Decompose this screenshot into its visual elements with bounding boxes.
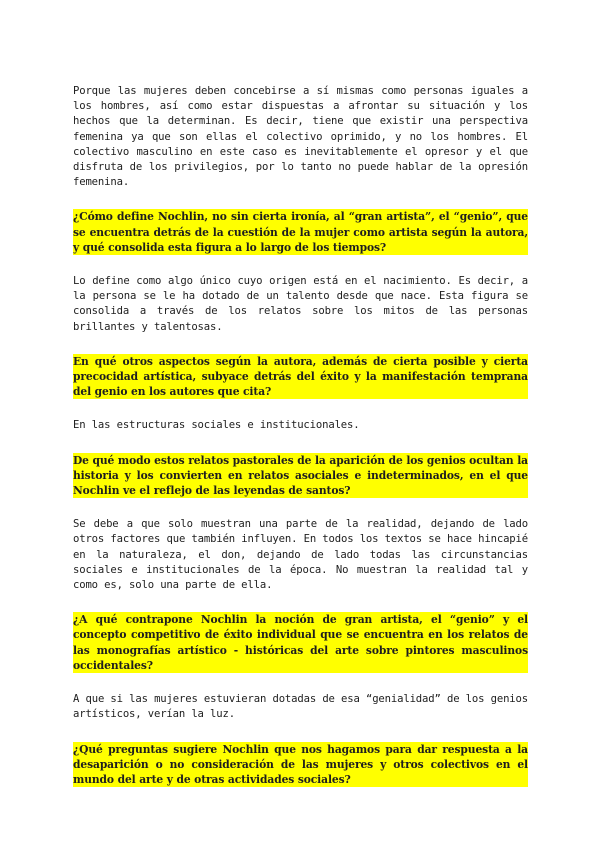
answer-paragraph: A que si las mujeres estuvieran dotadas de esa “genialidad” de los genios artísticos, verían la luz. [73,693,528,721]
question-paragraph: De qué modo estos relatos pastorales de la aparición de los genios ocultan la historia y los convierten en relatos asociales e indeterminados, en el que Nochlin ve el reflejo de las leyendas de santos? [73,453,528,498]
question-paragraph: ¿A qué contrapone Nochlin la noción de gran artista, el “genio” y el concepto competitivo de éxito individual que se encuentra en los relatos de las monografías artístico - históricas del arte sobre pintores masculinos occidentales? [73,613,528,672]
answer-paragraph: Lo define como algo único cuyo origen está en el nacimiento. Es decir, a la persona se le ha dotado de un talento desde que nace. Esta figura se consolida a través de los relatos sobre los mitos de las personas brillantes y talentosas. [73,275,528,333]
answer-paragraph: Porque las mujeres deben concebirse a sí mismas como personas iguales a los hombres, así como estar dispuestas a afrontar su situación y los hechos que la determinan. Es decir, tiene que existir una perspectiva femenina ya que son ellas el colectivo oprimido, y no los hombres. El colectivo masculino en este caso es inevitablemente el opresor y el que disfruta de los privilegios, por lo tanto no puede hablar de la opresión femenina. [73,85,528,189]
question-paragraph: ¿Qué preguntas sugiere Nochlin que nos hagamos para dar respuesta a la desaparición o no consideración de las mujeres y otros colectivos en el mundo del arte y de otras actividades sociales? [73,742,528,786]
question-paragraph: ¿Cómo define Nochlin, no sin cierta ironía, al “gran artista”, el “genio”, que se encuentra detrás de la cuestión de la mujer como artista según la autora, y qué consolida esta figura a lo largo de los tiempos? [73,210,528,254]
question-paragraph: En qué otros aspectos según la autora, además de cierta posible y cierta precocidad artística, subyace detrás del éxito y la manifestación temprana del genio en los autores que cita? [73,354,528,399]
answer-paragraph: Se debe a que solo muestran una parte de la realidad, dejando de lado otros factores que también influyen. En todos los textos se hace hincapié en la naturaleza, el don, dejando de lado todas las circunstancias sociales e institucionales de la época. No muestran la realidad tal y como es, solo una parte de ella. [73,518,528,592]
answer-paragraph: En las estructuras sociales e institucionales. [73,419,360,432]
